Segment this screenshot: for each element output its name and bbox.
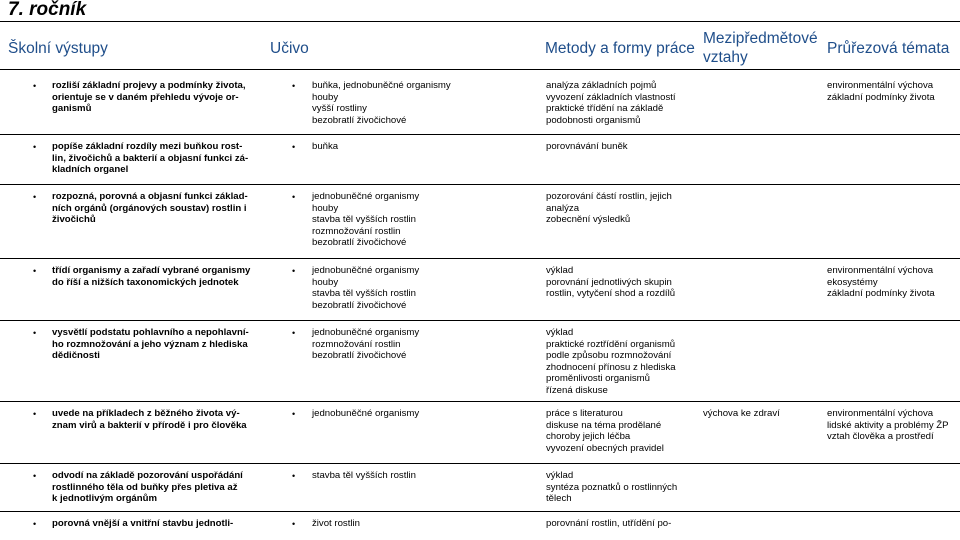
ucivo-cell: buňka, jednobuněčné organismy houby vyšší rostliny bezobratlí živočichové [312, 80, 451, 126]
bullet-icon: • [33, 471, 37, 481]
page-title: 7. ročník [8, 0, 87, 20]
ucivo-cell: jednobuněčné organismy rozmnožování rostlin bezobratlí živočichové [312, 327, 420, 362]
bullet-icon: • [292, 471, 296, 481]
ucivo-cell: jednobuněčné organismy [312, 408, 420, 419]
row-separator [0, 463, 960, 464]
vystup-cell: třídí organismy a zařadí vybrané organismy do říší a nižších taxonomických jednotek [52, 265, 251, 288]
header-rule [0, 69, 960, 70]
metody-cell: analýza základních pojmů vyvození základních vlastností praktické třídění na základě podobnosti organismů [546, 80, 676, 126]
metody-cell: porovnávání buněk [546, 141, 628, 152]
header-metody: Metody a formy práce [545, 40, 695, 57]
row-separator [0, 258, 960, 259]
temata-cell: environmentální výchova lidské aktivity a problémy ŽP vztah člověka a prostředí [827, 408, 949, 443]
row-separator [0, 320, 960, 321]
bullet-icon: • [292, 519, 296, 529]
bullet-icon: • [33, 328, 37, 338]
bullet-icon: • [292, 142, 296, 152]
vystup-cell: rozpozná, porovná a objasní funkci základ- ních orgánů (orgánových soustav) rostlin i živočichů [52, 191, 248, 226]
header-ucivo: Učivo [270, 40, 309, 57]
row-separator [0, 184, 960, 185]
bullet-icon: • [33, 192, 37, 202]
row-separator [0, 511, 960, 512]
header-mezipredmetove-vztahy: Mezipředmětové vztahy [703, 30, 818, 66]
bullet-icon: • [292, 192, 296, 202]
bullet-icon: • [33, 409, 37, 419]
ucivo-cell: život rostlin [312, 518, 360, 529]
row-separator [0, 401, 960, 402]
bullet-icon: • [33, 81, 37, 91]
metody-cell: pozorování částí rostlin, jejich analýza zobecnění výsledků [546, 191, 672, 226]
bullet-icon: • [292, 328, 296, 338]
vystup-cell: popíše základní rozdíly mezi buňkou rost- lin, živočichů a bakterií a objasní funkci zá- kladních organel [52, 141, 249, 176]
metody-cell: práce s literaturou diskuse na téma prodělané choroby jejich léčba vyvození obecných pravidel [546, 408, 664, 454]
vystup-cell: odvodí na základě pozorování uspořádání rostlinného těla od buňky přes pletiva až k jednotlivým orgánům [52, 470, 243, 505]
vystup-cell: vysvětlí podstatu pohlavního a nepohlavní- ho rozmnožování a jeho význam z hlediska dědičnosti [52, 327, 249, 362]
bullet-icon: • [33, 142, 37, 152]
bullet-icon: • [292, 409, 296, 419]
metody-cell: výklad praktické roztřídění organismů podle způsobu rozmnožování zhodnocení přínosu z hlediska proměnlivosti organismů řízená diskuse [546, 327, 676, 396]
temata-cell: environmentální výchova základní podmínky života [827, 80, 935, 103]
bullet-icon: • [33, 266, 37, 276]
ucivo-cell: buňka [312, 141, 339, 152]
vztahy-cell: výchova ke zdraví [703, 408, 780, 419]
bullet-icon: • [292, 266, 296, 276]
bullet-icon: • [33, 519, 37, 529]
row-separator [0, 134, 960, 135]
metody-cell: výklad syntéza poznatků o rostlinných tělech [546, 470, 678, 505]
metody-cell: výklad porovnání jednotlivých skupin rostlin, vytyčení shod a rozdílů [546, 265, 676, 300]
ucivo-cell: jednobuněčné organismy houby stavba těl vyšších rostlin bezobratlí živočichové [312, 265, 420, 311]
title-rule [0, 21, 960, 22]
header-vystupy: Školní výstupy [8, 40, 108, 57]
vystup-cell: rozliší základní projevy a podmínky života, orientuje se v daném přehledu vývoje or- ganismů [52, 80, 246, 115]
vystup-cell: porovná vnější a vnitřní stavbu jednotli- [52, 518, 234, 529]
ucivo-cell: jednobuněčné organismy houby stavba těl vyšších rostlin rozmnožování rostlin bezobratlí živočichové [312, 191, 420, 249]
metody-cell: porovnání rostlin, utřídění po- [546, 518, 672, 529]
header-pruzezova-temata: Průřezová témata [827, 40, 950, 57]
temata-cell: environmentální výchova ekosystémy základní podmínky života [827, 265, 935, 300]
bullet-icon: • [292, 81, 296, 91]
ucivo-cell: stavba těl vyšších rostlin [312, 470, 416, 481]
vystup-cell: uvede na příkladech z běžného života vý- znam virů a bakterií v přírodě i pro člověka [52, 408, 247, 431]
